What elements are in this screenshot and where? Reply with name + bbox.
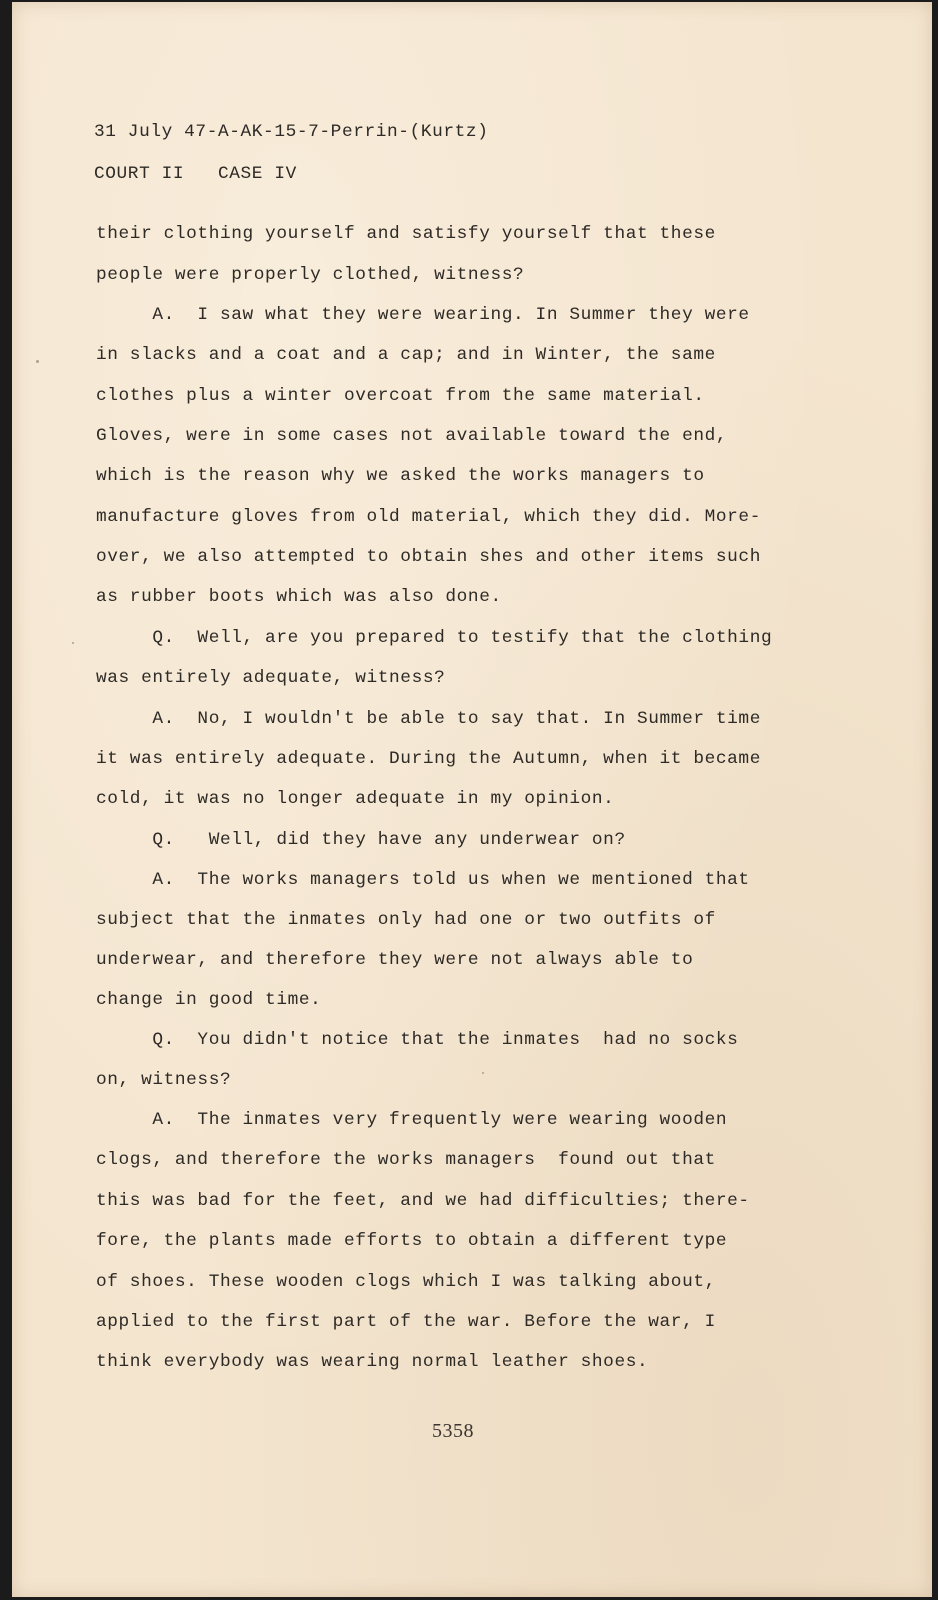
text-line: Gloves, were in some cases not available toward the end, — [96, 426, 728, 446]
text-line: manufacture gloves from old material, which they did. More- — [96, 507, 761, 527]
text-line: change in good time. — [96, 990, 322, 1010]
paper-speck — [72, 642, 74, 644]
text-line: clogs, and therefore the works managers found out that — [96, 1150, 716, 1170]
text-line: Q. Well, did they have any underwear on? — [96, 830, 626, 850]
text-line: think everybody was wearing normal leather shoes. — [96, 1352, 649, 1372]
text-line: on, witness? — [96, 1070, 232, 1090]
text-line: subject that the inmates only had one or two outfits of — [96, 910, 716, 930]
text-line: it was entirely adequate. During the Autumn, when it became — [96, 749, 761, 769]
text-line: Q. Well, are you prepared to testify that the clothing — [96, 628, 773, 648]
text-line: applied to the first part of the war. Before the war, I — [96, 1312, 716, 1332]
text-line: in slacks and a coat and a cap; and in Winter, the same — [96, 345, 716, 365]
text-line: A. The inmates very frequently were wearing wooden — [96, 1110, 728, 1130]
text-line: which is the reason why we asked the works managers to — [96, 466, 705, 486]
text-line: cold, it was no longer adequate in my opinion. — [96, 789, 615, 809]
paper-speck — [36, 360, 39, 363]
text-line: people were properly clothed, witness? — [96, 265, 525, 285]
text-line: of shoes. These wooden clogs which I was talking about, — [96, 1272, 716, 1292]
paper-speck — [482, 1072, 484, 1074]
text-line: clothes plus a winter overcoat from the same material. — [96, 386, 705, 406]
text-line: A. I saw what they were wearing. In Summer they were — [96, 305, 750, 325]
text-line: over, we also attempted to obtain shes and other items such — [96, 547, 761, 567]
text-line: Q. You didn't notice that the inmates had no socks — [96, 1030, 739, 1050]
document-page — [12, 2, 932, 1597]
text-line: as rubber boots which was also done. — [96, 587, 502, 607]
header-court-case: COURT II CASE IV — [94, 164, 297, 184]
text-line: A. No, I wouldn't be able to say that. In Summer time — [96, 709, 761, 729]
text-line: their clothing yourself and satisfy yourself that these — [96, 224, 716, 244]
text-line: fore, the plants made efforts to obtain a different type — [96, 1231, 728, 1251]
header-reference: 31 July 47-A-AK-15-7-Perrin-(Kurtz) — [94, 122, 489, 142]
page-number: 5358 — [432, 1420, 474, 1442]
text-line: this was bad for the feet, and we had difficulties; there- — [96, 1191, 750, 1211]
text-line: underwear, and therefore they were not always able to — [96, 950, 694, 970]
text-line: was entirely adequate, witness? — [96, 668, 446, 688]
text-line: A. The works managers told us when we mentioned that — [96, 870, 750, 890]
